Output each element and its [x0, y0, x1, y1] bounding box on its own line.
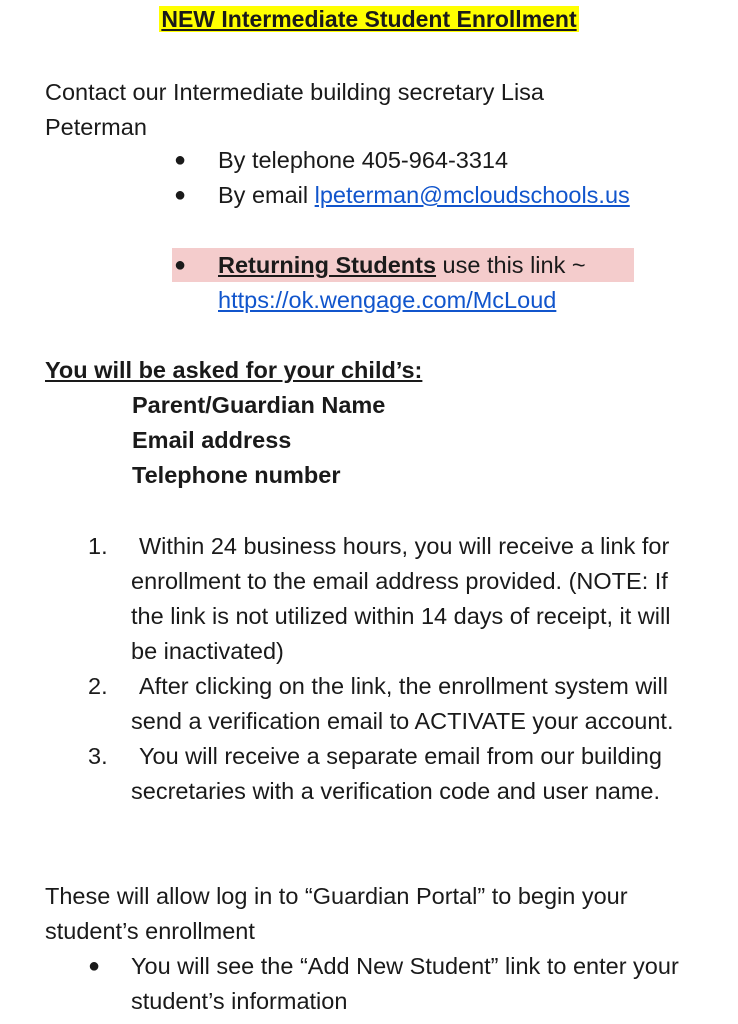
ask-heading: You will be asked for your child’s:: [45, 357, 423, 383]
wengage-link[interactable]: https://ok.wengage.com/McLoud: [218, 287, 557, 313]
step-text-rest: building secretaries with a verification code and user name.: [131, 743, 662, 804]
returning-students-label: Returning Students: [218, 252, 437, 278]
email-link[interactable]: lpeterman@mcloudschools.us: [314, 182, 630, 208]
step-item: [0, 529, 701, 669]
returning-link-row: [218, 283, 556, 318]
bullet-dot-icon: ●: [174, 254, 187, 276]
step-number: 3.: [88, 743, 108, 769]
title-container: [0, 2, 738, 37]
add-student-bullet: You will see the “Add New Student” link to enter your student’s information: [131, 953, 679, 1014]
step-text-first: Within 24 business hours, you will receive a: [139, 533, 594, 559]
outro-text: These will allow log in to “Guardian Portal” to begin your student’s enrollment: [45, 883, 628, 944]
contact-email-prefix: By email: [218, 182, 315, 208]
contact-email-row: [218, 178, 630, 213]
bullet-dot-icon: ●: [174, 149, 187, 171]
intro-text: Contact our Intermediate building secretary Lisa Peterman: [45, 79, 544, 140]
returning-students-text: use this link ~: [436, 252, 586, 278]
step-number: 1.: [88, 533, 108, 559]
step-text-first: You will receive a separate email from our: [139, 743, 575, 769]
step-item: [0, 669, 701, 739]
step-text-rest: will send a verification email to ACTIVATE your account.: [131, 673, 674, 734]
ask-list: [132, 388, 385, 493]
bullet-dot-icon: ●: [88, 955, 101, 977]
ask-item-email: Email address: [132, 427, 292, 453]
step-number: 2.: [88, 673, 108, 699]
step-text-rest: link for enrollment to the email address provided. (NOTE: If the link is not utilized within 14 days of receipt, it will be inactivated): [131, 533, 671, 664]
steps-list: [0, 529, 738, 809]
step-text-first: After clicking on the link, the enrollment system: [139, 673, 629, 699]
ask-item-guardian-name: Parent/Guardian Name: [132, 392, 386, 418]
returning-students-row: [218, 248, 586, 283]
ask-item-telephone: Telephone number: [132, 462, 341, 488]
step-item: [0, 739, 701, 809]
bullet-dot-icon: ●: [174, 184, 187, 206]
page-title: NEW Intermediate Student Enrollment: [161, 6, 577, 32]
contact-telephone: By telephone 405-964-3314: [218, 147, 509, 173]
